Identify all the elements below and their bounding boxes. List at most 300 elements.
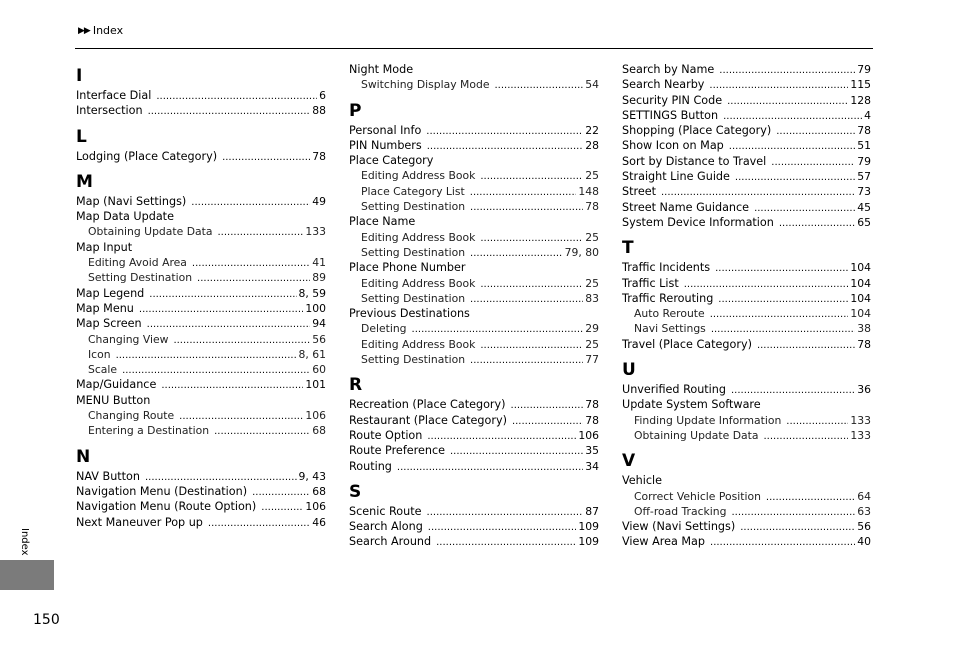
- dot-leader: [192, 256, 310, 271]
- dot-leader: [427, 505, 584, 520]
- entry-term: Navigation Menu (Destination): [76, 484, 248, 498]
- section-letter: I: [76, 66, 83, 86]
- index-entry: [622, 215, 871, 230]
- page-reference-link[interactable]: 41: [312, 256, 326, 270]
- entry-term: Deleting: [361, 322, 407, 336]
- index-entry: [622, 154, 871, 169]
- page-reference-link[interactable]: 106: [578, 428, 599, 442]
- page-reference-link[interactable]: 9, 43: [298, 469, 326, 483]
- index-column-1: [76, 62, 326, 530]
- index-subentry: [622, 321, 871, 336]
- page-reference-link[interactable]: 148: [578, 184, 599, 198]
- dot-leader: [710, 307, 849, 322]
- entry-term: Next Maneuver Pop up: [76, 515, 203, 529]
- page-reference-link[interactable]: 38: [857, 322, 871, 336]
- breadcrumb: [78, 24, 123, 37]
- entry-term: Off-road Tracking: [634, 504, 727, 518]
- entry-term: Place Category: [349, 154, 434, 168]
- page-reference-link[interactable]: 25: [585, 169, 599, 183]
- entry-term: System Device Information: [622, 215, 774, 229]
- dot-leader: [214, 424, 310, 439]
- index-entry: [349, 397, 599, 412]
- page-reference-link[interactable]: 22: [585, 123, 599, 137]
- section-letter: V: [622, 451, 636, 472]
- dot-leader: [754, 201, 855, 216]
- index-entry: [622, 337, 871, 352]
- entry-term: Update System Software: [622, 398, 761, 412]
- entry-term: Intersection: [76, 104, 143, 118]
- index-subentry: [349, 276, 599, 291]
- dot-leader: [512, 414, 583, 429]
- entry-term: PIN Numbers: [349, 138, 422, 152]
- page-reference-link[interactable]: 87: [585, 504, 599, 518]
- entry-term: Search Along: [349, 520, 423, 534]
- dot-leader: [116, 348, 297, 363]
- page-reference-link[interactable]: 25: [585, 230, 599, 244]
- page-reference-link[interactable]: 133: [850, 428, 871, 442]
- entry-term: Auto Reroute: [634, 307, 705, 321]
- section-letter: R: [349, 375, 363, 396]
- dot-leader: [715, 261, 848, 276]
- page-reference-link[interactable]: 25: [585, 276, 599, 290]
- index-entry: [349, 413, 599, 428]
- dot-leader: [494, 78, 583, 93]
- index-entry: [349, 123, 599, 138]
- page-reference-link[interactable]: 56: [312, 332, 326, 346]
- entry-term: Changing Route: [88, 409, 175, 423]
- entry-term: Search Nearby: [622, 78, 705, 92]
- index-subentry: [349, 352, 599, 367]
- index-entry: [76, 103, 326, 118]
- section-letter: P: [349, 100, 362, 121]
- section-letter: N: [76, 446, 91, 467]
- page-reference-link[interactable]: 8, 61: [298, 347, 326, 361]
- dot-leader: [261, 500, 303, 515]
- page-reference-link[interactable]: 89: [312, 271, 326, 285]
- dot-leader: [727, 94, 848, 109]
- index-subentry: [622, 306, 871, 321]
- index-subentry: [76, 423, 326, 438]
- index-subentry: [76, 255, 326, 270]
- page-reference-link[interactable]: 94: [312, 317, 326, 331]
- page-reference-link[interactable]: 60: [312, 363, 326, 377]
- page-reference-link[interactable]: 51: [857, 139, 871, 153]
- dot-leader: [148, 104, 311, 119]
- index-entry: [76, 149, 326, 164]
- page-reference-link[interactable]: 45: [857, 200, 871, 214]
- dot-leader: [427, 429, 576, 444]
- index-entry: [622, 534, 871, 549]
- index-entry: [622, 169, 871, 184]
- entry-term: Editing Address Book: [361, 169, 476, 183]
- index-entry: [349, 504, 599, 519]
- entry-term: Editing Avoid Area: [88, 256, 187, 270]
- index-entry: [349, 306, 599, 321]
- side-tab-label: Index: [19, 528, 30, 556]
- page-reference-link[interactable]: 78: [585, 200, 599, 214]
- page-reference-link[interactable]: 56: [857, 520, 871, 534]
- entry-term: Map Input: [76, 240, 133, 254]
- entry-term: Street: [622, 185, 656, 199]
- index-entry: [76, 377, 326, 392]
- page-reference-link[interactable]: 57: [857, 170, 871, 184]
- index-entry: [76, 209, 326, 224]
- page-reference-link[interactable]: 104: [850, 261, 871, 275]
- entry-term: Map (Navi Settings): [76, 194, 187, 208]
- dot-leader: [208, 516, 310, 531]
- dot-leader: [397, 460, 583, 475]
- page-reference-link[interactable]: 79: [857, 154, 871, 168]
- page-reference-link[interactable]: 68: [312, 424, 326, 438]
- dot-leader: [771, 155, 855, 170]
- dot-leader: [480, 277, 583, 292]
- dot-leader: [710, 535, 855, 550]
- index-entry: [349, 260, 599, 275]
- section-letter: L: [76, 126, 87, 147]
- page-reference-link[interactable]: 25: [585, 337, 599, 351]
- entry-term: Search Around: [349, 535, 432, 549]
- index-entry: [349, 534, 599, 549]
- dot-leader: [480, 231, 583, 246]
- dot-leader: [179, 409, 303, 424]
- entry-term: Obtaining Update Data: [88, 225, 213, 239]
- dot-leader: [218, 225, 304, 240]
- entry-term: Setting Destination: [361, 353, 466, 367]
- index-entry: [349, 214, 599, 229]
- index-entry: [622, 77, 871, 92]
- entry-term: Traffic Rerouting: [622, 291, 714, 305]
- index-entry: [622, 123, 871, 138]
- dot-leader: [718, 292, 848, 307]
- index-entry: [76, 484, 326, 499]
- entry-term: Unverified Routing: [622, 383, 726, 397]
- page-reference-link[interactable]: 36: [857, 383, 871, 397]
- dot-leader: [719, 63, 855, 78]
- page-reference-link[interactable]: 115: [850, 78, 871, 92]
- entry-term: Lodging (Place Category): [76, 149, 218, 163]
- dot-leader: [428, 520, 577, 535]
- index-entry: [76, 316, 326, 331]
- dot-leader: [786, 414, 848, 429]
- entry-term: Setting Destination: [88, 271, 193, 285]
- dot-leader: [511, 398, 584, 413]
- page-reference-link[interactable]: 34: [585, 459, 599, 473]
- page-reference-link[interactable]: 83: [585, 291, 599, 305]
- dot-leader: [776, 124, 855, 139]
- page-reference-link[interactable]: 106: [305, 500, 326, 514]
- page-reference-link[interactable]: 8, 59: [298, 286, 326, 300]
- index-subentry: [349, 230, 599, 245]
- dot-leader: [711, 322, 855, 337]
- page-reference-link[interactable]: 63: [857, 504, 871, 518]
- index-entry: [76, 301, 326, 316]
- index-entry: [76, 194, 326, 209]
- index-entry: [349, 138, 599, 153]
- index-entry: [76, 499, 326, 514]
- dot-leader: [450, 444, 583, 459]
- dot-leader: [412, 322, 584, 337]
- entry-term: Setting Destination: [361, 291, 466, 305]
- dot-leader: [197, 271, 310, 286]
- index-entry: [622, 62, 871, 77]
- entry-term: Setting Destination: [361, 200, 466, 214]
- index-entry: [349, 428, 599, 443]
- index-subentry: [76, 332, 326, 347]
- index-entry: [622, 108, 871, 123]
- dot-leader: [684, 277, 849, 292]
- entry-term: SETTINGS Button: [622, 108, 719, 122]
- entry-term: Place Name: [349, 215, 416, 229]
- entry-term: Scenic Route: [349, 504, 422, 518]
- entry-term: Map Data Update: [76, 210, 174, 224]
- index-subentry: [76, 347, 326, 362]
- index-subentry: [349, 184, 599, 199]
- index-subentry: [349, 77, 599, 92]
- index-subentry: [622, 504, 871, 519]
- index-entry: [349, 459, 599, 474]
- page-reference-link[interactable]: 104: [850, 307, 871, 321]
- entry-term: Sort by Distance to Travel: [622, 154, 767, 168]
- index-entry: [76, 286, 326, 301]
- dot-leader: [661, 185, 855, 200]
- page-reference-link[interactable]: 29: [585, 322, 599, 336]
- page-number: 150: [33, 612, 60, 628]
- page-reference-link[interactable]: 65: [857, 215, 871, 229]
- page-reference-link[interactable]: 106: [305, 409, 326, 423]
- entry-term: Correct Vehicle Position: [634, 489, 761, 503]
- section-letter: M: [76, 171, 93, 192]
- dot-leader: [145, 470, 297, 485]
- index-entry: [622, 382, 871, 397]
- side-tab-marker: [0, 560, 54, 590]
- dot-leader: [732, 505, 856, 520]
- index-entry: [349, 153, 599, 168]
- page-reference-link[interactable]: 40: [857, 535, 871, 549]
- index-entry: [622, 291, 871, 306]
- dot-leader: [729, 139, 855, 154]
- page-reference-link[interactable]: 6: [319, 89, 326, 102]
- index-entry: [76, 88, 326, 103]
- entry-term: Personal Info: [349, 123, 422, 137]
- entry-term: Search by Name: [622, 63, 715, 76]
- page-reference-link[interactable]: 109: [578, 535, 599, 549]
- page-reference-link[interactable]: 101: [305, 378, 326, 392]
- index-subentry: [349, 321, 599, 336]
- page-reference-link[interactable]: 54: [585, 78, 599, 92]
- index-subentry: [622, 428, 871, 443]
- dot-leader: [139, 302, 304, 317]
- dot-leader: [779, 216, 855, 231]
- dot-leader: [764, 429, 849, 444]
- entry-term: View Area Map: [622, 535, 706, 549]
- page-reference-link[interactable]: 4: [864, 108, 871, 122]
- dot-leader: [470, 353, 583, 368]
- dot-leader: [252, 485, 310, 500]
- entry-term: Security PIN Code: [622, 93, 723, 107]
- index-entry: [76, 393, 326, 408]
- dot-leader: [766, 490, 855, 505]
- index-entry: [622, 260, 871, 275]
- index-entry: [349, 443, 599, 458]
- page-reference-link[interactable]: 133: [850, 413, 871, 427]
- dot-leader: [480, 169, 583, 184]
- entry-term: Editing Address Book: [361, 230, 476, 244]
- section-letter: S: [349, 481, 362, 502]
- page-reference-link[interactable]: 77: [585, 353, 599, 367]
- entry-term: Traffic Incidents: [622, 261, 711, 275]
- entry-term: Traffic List: [622, 276, 679, 290]
- dot-leader: [122, 363, 310, 378]
- page-reference-link[interactable]: 78: [585, 398, 599, 412]
- entry-term: Straight Line Guide: [622, 170, 730, 184]
- page-reference-link[interactable]: 78: [857, 337, 871, 351]
- entry-term: Street Name Guidance: [622, 200, 750, 214]
- header-divider: [75, 48, 873, 49]
- entry-term: Icon: [88, 347, 111, 361]
- breadcrumb-link-index[interactable]: Index: [92, 24, 124, 37]
- entry-term: Finding Update Information: [634, 413, 782, 427]
- entry-term: Recreation (Place Category): [349, 398, 506, 412]
- entry-term: Map Menu: [76, 301, 134, 315]
- dot-leader: [161, 378, 303, 393]
- page-reference-link[interactable]: 35: [585, 444, 599, 458]
- index-entry: [76, 515, 326, 530]
- entry-term: Map Legend: [76, 286, 145, 300]
- dot-leader: [149, 287, 296, 302]
- section-letter: U: [622, 360, 636, 381]
- entry-term: Navigation Menu (Route Option): [76, 500, 257, 514]
- page-reference-link[interactable]: 78: [585, 413, 599, 427]
- dot-leader: [436, 535, 576, 550]
- index-entry: [622, 93, 871, 108]
- entry-term: View (Navi Settings): [622, 520, 736, 534]
- entry-term: Show Icon on Map: [622, 139, 724, 153]
- index-subentry: [622, 413, 871, 428]
- entry-term: Place Phone Number: [349, 261, 466, 275]
- index-subentry: [622, 489, 871, 504]
- index-entry: [622, 200, 871, 215]
- entry-term: Map Screen: [76, 317, 142, 331]
- page-reference-link[interactable]: 64: [857, 489, 871, 503]
- entry-term: Map/Guidance: [76, 378, 157, 392]
- entry-term: Route Option: [349, 428, 423, 442]
- dot-leader: [709, 78, 848, 93]
- entry-term: Place Category List: [361, 184, 465, 198]
- dot-leader: [426, 124, 583, 139]
- breadcrumb-arrows-icon: ▶▶: [78, 25, 90, 36]
- page-reference-link[interactable]: 104: [850, 276, 871, 290]
- dot-leader: [757, 338, 855, 353]
- page-reference-link[interactable]: 73: [857, 185, 871, 199]
- dot-leader: [191, 195, 310, 210]
- entry-term: Interface Dial: [76, 89, 152, 102]
- index-entry: [622, 519, 871, 534]
- page-reference-link[interactable]: 88: [312, 104, 326, 118]
- index-column-2: [349, 62, 599, 550]
- page-reference-link[interactable]: 100: [305, 301, 326, 315]
- dot-leader: [723, 109, 862, 124]
- dot-leader: [427, 139, 584, 154]
- index-subentry: [349, 199, 599, 214]
- index-subentry: [349, 168, 599, 183]
- entry-term: NAV Button: [76, 469, 140, 483]
- entry-term: Routing: [349, 459, 392, 473]
- dot-leader: [731, 383, 855, 398]
- page-reference-link[interactable]: 78: [312, 149, 326, 163]
- index-entry: [622, 397, 871, 412]
- dot-leader: [147, 317, 311, 332]
- entry-term: Obtaining Update Data: [634, 428, 759, 442]
- index-subentry: [349, 245, 599, 260]
- index-subentry: [76, 408, 326, 423]
- page-reference-link[interactable]: 128: [850, 93, 871, 107]
- index-entry: [622, 473, 871, 488]
- page-reference-link[interactable]: 79: [857, 63, 871, 76]
- index-subentry: [349, 291, 599, 306]
- entry-term: Switching Display Mode: [361, 78, 490, 92]
- section-letter: T: [622, 238, 634, 259]
- page-reference-link[interactable]: 109: [578, 520, 599, 534]
- entry-term: Night Mode: [349, 63, 414, 76]
- entry-term: Setting Destination: [361, 245, 466, 259]
- index-entry: [349, 519, 599, 534]
- index-entry: [76, 469, 326, 484]
- index-subentry: [349, 337, 599, 352]
- entry-term: Entering a Destination: [88, 424, 210, 438]
- page-reference-link[interactable]: 28: [585, 138, 599, 152]
- dot-leader: [470, 292, 583, 307]
- page-reference-link[interactable]: 133: [305, 225, 326, 239]
- page-reference-link[interactable]: 78: [857, 124, 871, 138]
- index-entry: [622, 138, 871, 153]
- dot-leader: [735, 170, 855, 185]
- index-column-3: [622, 62, 871, 550]
- dot-leader: [470, 200, 583, 215]
- dot-leader: [173, 333, 310, 348]
- entry-term: Previous Destinations: [349, 307, 470, 321]
- entry-term: Route Preference: [349, 444, 445, 458]
- entry-term: Changing View: [88, 332, 169, 346]
- entry-term: Travel (Place Category): [622, 337, 752, 351]
- page-reference-link[interactable]: 46: [312, 515, 326, 529]
- entry-term: Scale: [88, 363, 118, 377]
- dot-leader: [470, 246, 563, 261]
- page-reference-link[interactable]: 79, 80: [564, 245, 599, 259]
- entry-term: MENU Button: [76, 393, 151, 407]
- index-entry: [349, 62, 599, 77]
- dot-leader: [156, 89, 317, 104]
- dot-leader: [740, 520, 855, 535]
- entry-term: Editing Address Book: [361, 337, 476, 351]
- index-subentry: [76, 270, 326, 285]
- entry-term: Restaurant (Place Category): [349, 413, 507, 427]
- index-entry: [622, 184, 871, 199]
- index-subentry: [76, 224, 326, 239]
- dot-leader: [480, 338, 583, 353]
- index-subentry: [76, 362, 326, 377]
- entry-term: Navi Settings: [634, 322, 706, 336]
- entry-term: Shopping (Place Category): [622, 124, 772, 138]
- entry-term: Vehicle: [622, 474, 663, 488]
- entry-term: Editing Address Book: [361, 276, 476, 290]
- index-entry: [622, 276, 871, 291]
- page-reference-link[interactable]: 68: [312, 484, 326, 498]
- page-reference-link[interactable]: 49: [312, 194, 326, 208]
- dot-leader: [470, 185, 577, 200]
- page-reference-link[interactable]: 104: [850, 291, 871, 305]
- dot-leader: [222, 150, 310, 165]
- index-entry: [76, 240, 326, 255]
